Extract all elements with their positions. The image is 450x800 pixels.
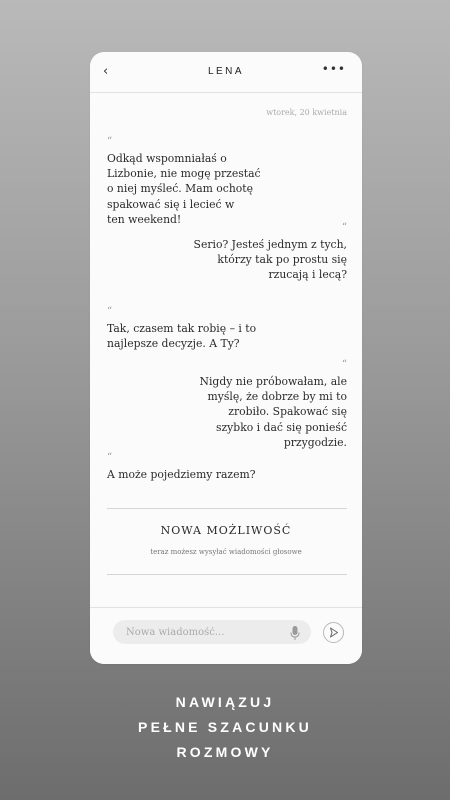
message-received: Odkąd wspomniałaś o Lizbonie, nie mogę przestać o niej myśleć. Mam ochotę spakować się i lecieć w ten weekend! bbox=[107, 152, 261, 226]
notice-title: NOWA MOŻLIWOŚĆ bbox=[160, 524, 292, 537]
more-dots-icon[interactable]: ••• bbox=[321, 62, 346, 76]
message-input[interactable] bbox=[113, 620, 311, 644]
contact-name: LENA bbox=[207, 66, 245, 77]
quote-mark-icon: “ bbox=[107, 452, 113, 463]
message-received: Tak, czasem tak robię – i to najlepsze decyzje. A Ty? bbox=[107, 322, 257, 351]
quote-mark-icon: “ bbox=[107, 306, 113, 317]
chat-date: wtorek, 20 kwietnia bbox=[266, 108, 347, 117]
tagline-line-3: ROZMOWY bbox=[176, 744, 274, 760]
message-sent: Nigdy nie próbowałam, ale myślę, że dobrze by mi to zrobiło. Spakować się szybko i dać się ponieść przygodzie. bbox=[199, 375, 347, 449]
chat-header bbox=[90, 52, 362, 93]
tagline-line-2: PEŁNE SZACUNKU bbox=[138, 719, 312, 735]
microphone-icon[interactable] bbox=[288, 625, 302, 641]
quote-mark-icon: “ bbox=[107, 136, 113, 147]
message-sent: Serio? Jesteś jednym z tych, którzy tak po prostu się rzucają i lecą? bbox=[193, 238, 347, 282]
quote-mark-icon: “ bbox=[341, 359, 347, 370]
chevron-left-icon[interactable]: ‹ bbox=[103, 64, 109, 79]
notice-subtitle: teraz możesz wysyłać wiadomości głosowe bbox=[150, 548, 302, 556]
send-button[interactable] bbox=[323, 622, 344, 643]
tagline-line-1: NAWIĄZUJ bbox=[175, 694, 275, 710]
notice-divider-top bbox=[107, 508, 347, 509]
message-received: A może pojedziemy razem? bbox=[107, 468, 256, 481]
send-arrow-icon bbox=[324, 623, 343, 642]
notice-divider-bottom bbox=[107, 574, 347, 575]
quote-mark-icon: “ bbox=[341, 222, 347, 233]
message-composer bbox=[90, 607, 362, 664]
chat-screen bbox=[90, 52, 362, 664]
